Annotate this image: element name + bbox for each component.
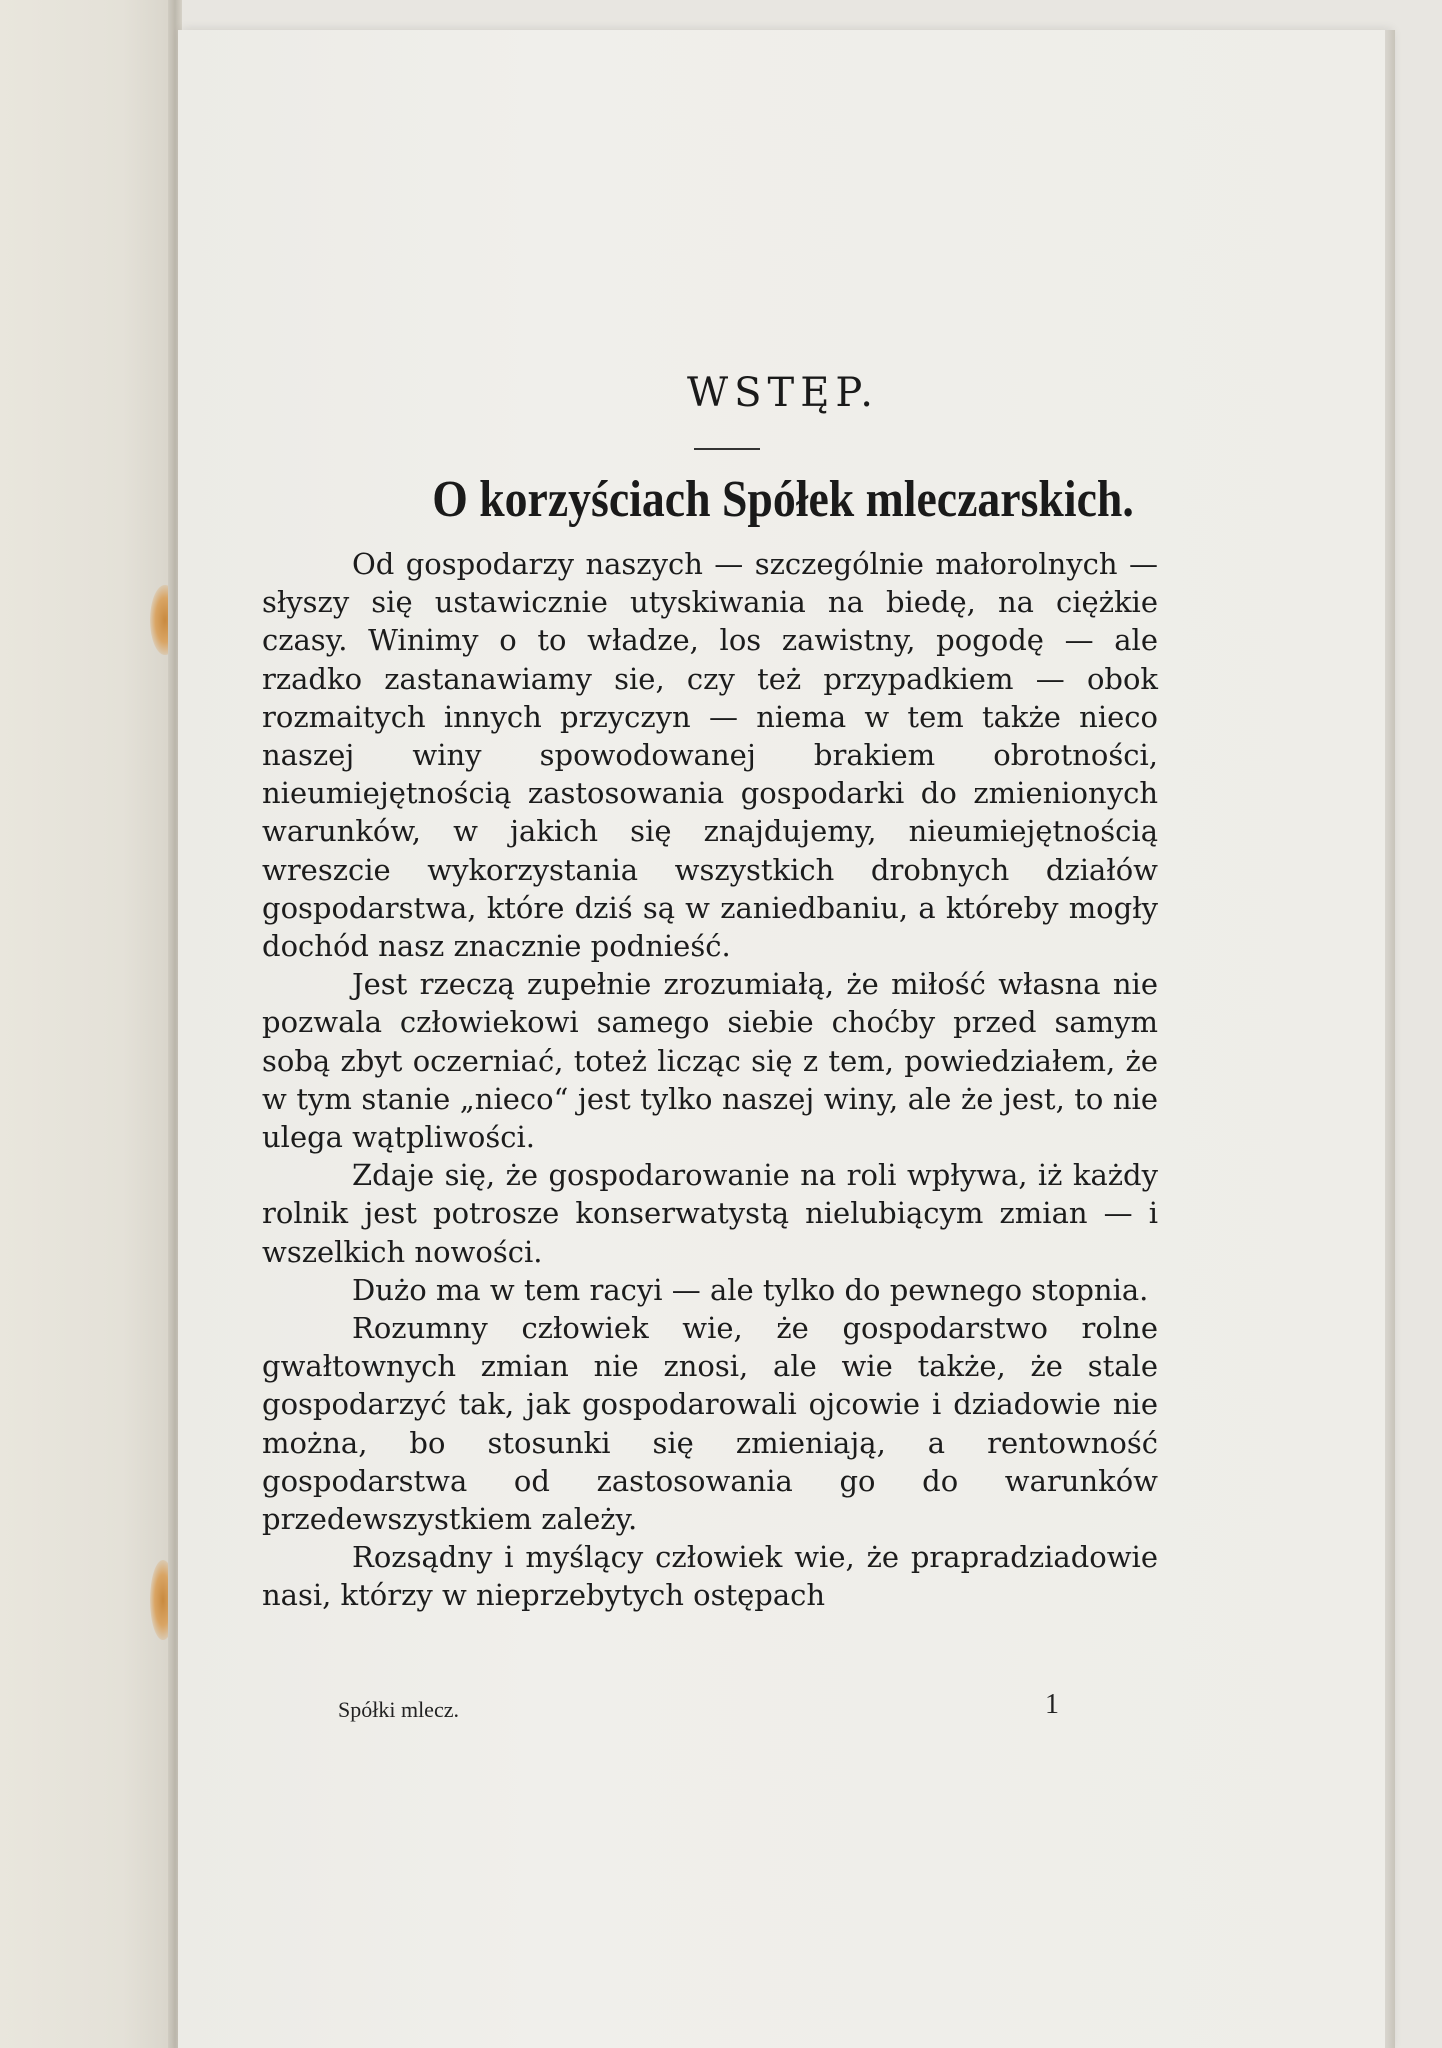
page-title: O korzyściach Spółek mleczarskich. [432,471,1134,528]
previous-page-edge [0,0,175,2048]
paragraph: Rozsądny i myślący człowiek wie, że prapradziadowie nasi, którzy w nieprzebytych ostępach [262,1540,1158,1613]
footer-signature: Spółki mlecz. [338,1697,459,1722]
paragraph: Od gospodarzy naszych — szczególnie małorolnych — słyszy się ustawicznie utyskiwania na biedę, na ciężkie czasy. Winimy o to władze, los zawistny, pogodę — ale rzadko zastanawiamy sie, czy też przypadkiem — obok rozmaitych innych przyczyn — niema w tem także nieco naszej winy spowodowanej brakiem obrotności, nieumiejętnością zastosowania gospodarki do zmienionych warunków, w jakich się znajdujemy, nieumiejętnością wreszcie wykorzystania wszystkich drobnych działów gospodarstwa, które dziś są w zaniedbaniu, a któreby mogły dochód nasz znacznie podnieść. [262,547,1158,964]
heading-rule [694,448,760,450]
paragraph: Jest rzeczą zupełnie zrozumiałą, że miłość własna nie pozwala człowiekowi samego siebie choćby przed samym sobą zbyt oczerniać, toteż licząc się z tem, powiedziałem, że w tym stanie „nieco“ jest tylko naszej winy, ale że jest, to nie ulega wątpliwości. [262,967,1158,1155]
page-edge [1385,30,1395,2048]
page-number: 1 [1045,1689,1059,1720]
paragraph: Zdaje się, że gospodarowanie na roli wpływa, iż każdy rolnik jest potrosze konserwatystą nielubiącym zmian — i wszelkich nowości. [262,1158,1158,1269]
body-text [262,545,1158,1615]
section-label: WSTĘP. [687,370,879,416]
paragraph: Rozumny człowiek wie, że gospodarstwo rolne gwałtownych zmian nie znosi, ale wie także, że stale gospodarzyć tak, jak gospodarowali ojcowie i dziadowie nie można, bo stosunki się zmieniają, a rentowność gospodarstwa od zastosowania go do warunków przedewszystkiem zależy. [262,1311,1158,1537]
paragraph: Dużo ma w tem racyi — ale tylko do pewnego stopnia. [352,1272,1149,1307]
